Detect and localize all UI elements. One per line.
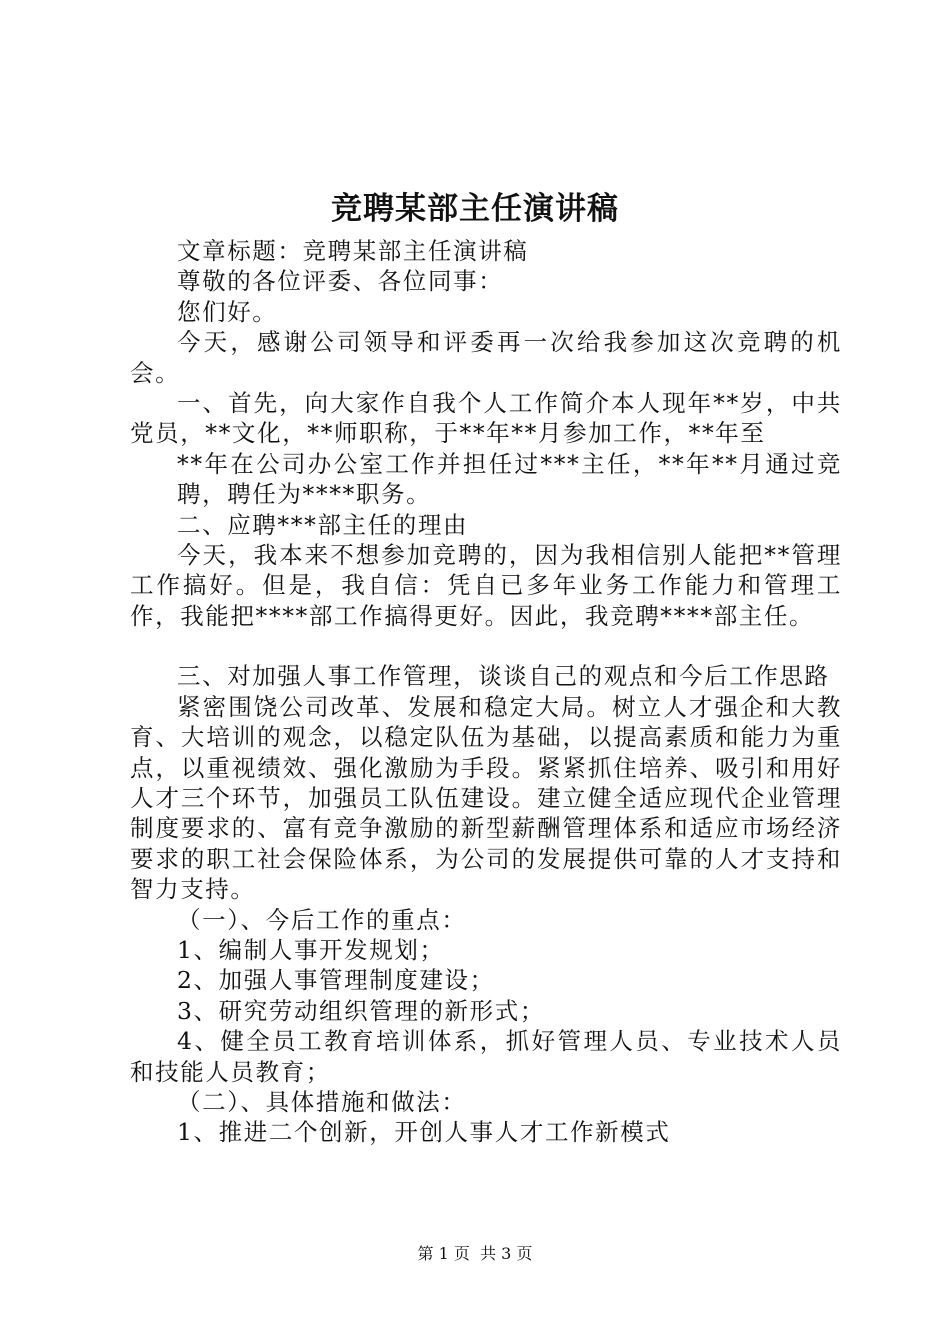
paragraph-self-intro-continued: **年在公司办公室工作并担任过***主任，**年**月通过竞聘，聘任为****职务。 (177, 449, 842, 509)
paragraph-article-title: 文章标题：竞聘某部主任演讲稿 (177, 237, 529, 265)
list-item: 4、健全员工教育培训体系，抓好管理人员、专业技术人员和技能人员教育； (130, 1027, 842, 1086)
paragraph-reasons: 今天，我本来不想参加竞聘的，因为我相信别人能把**管理工作搞好。但是，我自信：凭自已多年业务工作能力和管理工作，我能把****部工作搞得更好。因此，我竞聘****部主任。 (130, 541, 842, 630)
paragraph-section-two-heading: 二、应聘***部主任的理由 (177, 510, 469, 539)
list-item: 2、加强人事管理制度建设； (177, 966, 495, 995)
list-item: 1、推进二个创新，开创人事人才工作新模式 (177, 1118, 671, 1147)
paragraph-self-intro: 一、首先，向大家作自我个人工作简介本人现年**岁，中共党员，**文化，**师职称，于**年**月参加工作，**年至 (130, 389, 842, 448)
list-item: 1、编制人事开发规划； (177, 935, 445, 964)
paragraph-measures-heading: （二）、具体措施和做法： (177, 1087, 467, 1116)
paragraph-focus-heading: （一）、今后工作的重点： (177, 905, 467, 934)
document-title: 竞聘某部主任演讲稿 (331, 191, 619, 227)
page-number-footer: 第 1 页 共 3 页 (417, 1244, 533, 1263)
paragraph-strategy: 紧密围饶公司改革、发展和稳定大局。树立人才强企和大教育、大培训的观念，以稳定队伍为基础，以提高素质和能力为重点，以重视绩效、强化激励为手段。紧紧抓住培养、吸引和用好人才三个环节，加强员工队伍建设。建立健全适应现代企业管理制度要求的、富有竞争激励的新型薪酬管理体系和适应市场经济要求的职工社会保险体系，为公司的发展提供可靠的人才支持和智力支持。 (130, 692, 842, 904)
document-body (130, 236, 842, 1148)
paragraph-salutation: 尊敬的各位评委、各位同事： (177, 267, 504, 296)
paragraph-greeting: 您们好。 (177, 297, 278, 326)
paragraph-thanks: 今天，感谢公司领导和评委再一次给我参加这次竞聘的机会。 (130, 328, 842, 387)
list-item: 3、研究劳动组织管理的新形式； (177, 996, 545, 1025)
paragraph-section-three-heading: 三、对加强人事工作管理，谈谈自己的观点和今后工作思路 (177, 662, 830, 691)
